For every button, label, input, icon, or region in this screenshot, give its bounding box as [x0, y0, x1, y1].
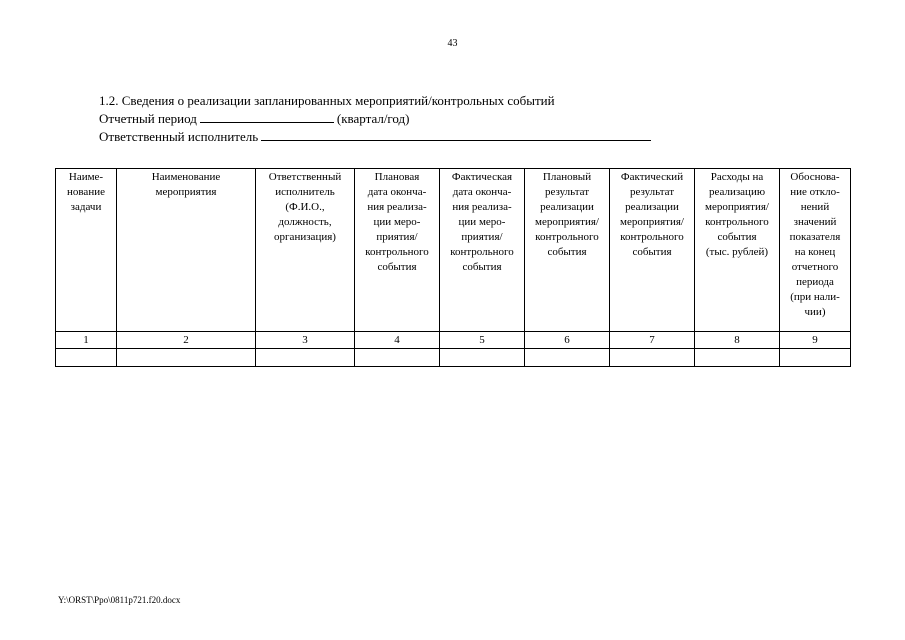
header-cell-actual-result: Фактический результат реализации мероприятия/ контрольного события: [610, 169, 695, 332]
section-title: 1.2. Сведения о реализации запланированных мероприятий/контрольных событий: [99, 93, 555, 108]
empty-cell: [695, 349, 780, 367]
column-number: 5: [440, 332, 525, 349]
empty-cell: [525, 349, 610, 367]
column-number: 8: [695, 332, 780, 349]
responsible-label: Ответственный исполнитель: [99, 129, 259, 144]
responsible-line: [99, 128, 654, 146]
page-number: 43: [447, 38, 458, 49]
header-cell-task: Наиме- нование задачи: [56, 169, 117, 332]
column-number: 4: [355, 332, 440, 349]
column-number: 3: [256, 332, 355, 349]
empty-cell: [610, 349, 695, 367]
column-number: 9: [780, 332, 851, 349]
column-number: 1: [56, 332, 117, 349]
section-heading: [99, 92, 654, 146]
period-label: Отчетный период: [99, 111, 197, 126]
header-cell-deviation-reason: Обоснова- ние откло- нений значений показателя на конец отчетного периода (при нали- чии): [780, 169, 851, 332]
empty-cell: [440, 349, 525, 367]
empty-data-row: [56, 349, 851, 367]
header-cell-actual-date: Фактическая дата оконча- ния реализа- ции меро- приятия/ контрольного события: [440, 169, 525, 332]
header-cell-activity: Наименование мероприятия: [117, 169, 256, 332]
header-cell-expenses: Расходы на реализацию мероприятия/ контрольного события (тыс. рублей): [695, 169, 780, 332]
header-cell-responsible: Ответственный исполнитель (Ф.И.О., должность, организация): [256, 169, 355, 332]
responsible-blank-line: [261, 128, 651, 141]
events-table: [55, 168, 851, 367]
header-cell-planned-date: Плановая дата оконча- ния реализа- ции меро- приятия/ контрольного события: [355, 169, 440, 332]
empty-cell: [256, 349, 355, 367]
header-cell-planned-result: Плановый результат реализации мероприятия/ контрольного события: [525, 169, 610, 332]
empty-cell: [117, 349, 256, 367]
empty-cell: [56, 349, 117, 367]
table-header-row: [56, 169, 851, 332]
period-suffix: (квартал/год): [336, 111, 410, 126]
column-number: 2: [117, 332, 256, 349]
reporting-period-line: [99, 110, 654, 128]
column-number: 6: [525, 332, 610, 349]
empty-cell: [780, 349, 851, 367]
column-number: 7: [610, 332, 695, 349]
footer-file-path: Y:\ORST\Ppo\0811p721.f20.docx: [58, 595, 181, 605]
empty-cell: [355, 349, 440, 367]
period-blank-line: [200, 110, 334, 123]
column-number-row: [56, 332, 851, 349]
